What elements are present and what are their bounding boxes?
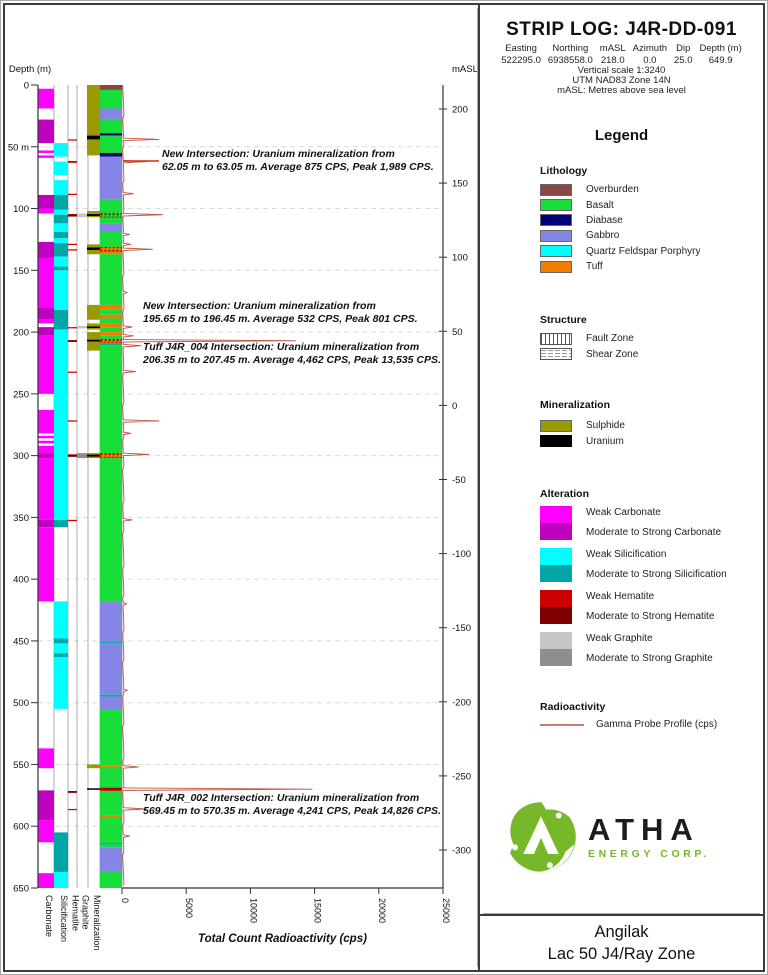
svg-text:10000: 10000: [248, 898, 259, 924]
svg-text:Mineralization: Mineralization: [92, 895, 102, 951]
svg-text:195.65 m to 196.45 m. Average: 195.65 m to 196.45 m. Average 532 CPS, Peak 801 CPS.: [143, 313, 418, 325]
scale-note-line: Vertical scale 1:3240: [577, 65, 666, 76]
collar-field-dip: Dip 25.0: [674, 43, 693, 66]
svg-text:206.35 m to 207.45 m. Average: 206.35 m to 207.45 m. Average 4,462 CPS, Peak 13,535 CPS.: [143, 354, 441, 366]
legend-item-diabase: [540, 213, 757, 228]
svg-text:Tuff J4R_002 Intersection: Ura: Tuff J4R_002 Intersection: Uranium mineralization from: [143, 792, 420, 804]
svg-text:Silicification: Silicification: [59, 895, 69, 943]
svg-text:0: 0: [120, 898, 130, 904]
svg-text:350: 350: [13, 512, 29, 524]
alteration-swatch: [540, 590, 572, 624]
svg-text:600: 600: [13, 821, 29, 833]
svg-text:-200: -200: [452, 697, 472, 709]
alteration-swatch: [540, 548, 572, 582]
svg-text:-50: -50: [452, 475, 466, 486]
legend-lithology-heading: Lithology: [540, 165, 588, 177]
svg-text:Tuff J4R_004 Intersection: Ura: Tuff J4R_004 Intersection: Uranium mineralization from: [143, 341, 420, 353]
legend-swatch: [540, 333, 572, 345]
svg-text:50: 50: [452, 326, 463, 338]
legend-radioactivity-heading: Radioactivity: [540, 701, 606, 713]
alteration-swatch: [540, 632, 572, 666]
legend-group-weak-carbonate: Weak Carbonate Moderate to Strong Carbonate: [540, 506, 757, 540]
alteration-swatch: [540, 506, 572, 540]
project-footer: [480, 914, 763, 970]
legend-item-shear-zone: [540, 346, 757, 361]
svg-text:50 m: 50 m: [7, 142, 29, 154]
legend-group-weak-hematite: Weak Hematite Moderate to Strong Hematite: [540, 590, 757, 624]
svg-text:20000: 20000: [376, 898, 387, 924]
svg-text:-150: -150: [452, 623, 472, 635]
legend-label: Diabase: [586, 214, 623, 226]
zone-name: Lac 50 J4/Ray Zone: [547, 944, 696, 963]
legend-label: Sulphide: [586, 420, 625, 432]
svg-text:25000: 25000: [441, 898, 451, 924]
svg-text:200: 200: [13, 327, 29, 339]
svg-text:5000: 5000: [184, 898, 195, 919]
svg-text:-300: -300: [452, 845, 472, 857]
legend-swatch: [540, 420, 572, 432]
svg-text:150: 150: [452, 178, 468, 190]
company-logo: [504, 800, 754, 874]
legend-mineralization-heading: Mineralization: [540, 399, 611, 411]
legend-swatch: [540, 184, 572, 196]
scale-note-line: UTM NAD83 Zone 14N: [572, 75, 671, 86]
svg-text:569.45 m to 570.35 m. Average: 569.45 m to 570.35 m. Average 4,241 CPS, Peak 14,826 CPS.: [143, 805, 441, 817]
collar-field-northing: Northing 6938558.0: [547, 43, 593, 66]
svg-text:New Intersection: Uranium mine: New Intersection: Uranium mineralization from: [143, 300, 376, 312]
legend-group-weak-graphite: Weak Graphite Moderate to Strong Graphite: [540, 632, 757, 666]
legend-label: Tuff: [586, 261, 603, 273]
svg-text:Total Count Radioactivity (cps: Total Count Radioactivity (cps): [198, 933, 367, 945]
project-name: Angilak: [594, 922, 649, 941]
svg-text:-100: -100: [452, 549, 472, 561]
legend-alteration-groups: [540, 506, 757, 674]
svg-text:200: 200: [452, 104, 468, 116]
svg-text:150: 150: [13, 265, 29, 277]
svg-text:15000: 15000: [312, 898, 323, 924]
scale-note-line: mASL: Metres above sea level: [557, 85, 686, 96]
collar-info-table: [480, 43, 763, 66]
legend-swatch: [540, 230, 572, 242]
svg-text:0: 0: [23, 80, 29, 92]
legend-item-gabbro: [540, 228, 757, 243]
legend-label: Fault Zone: [586, 333, 634, 345]
legend-swatch: [540, 348, 572, 360]
svg-text:mASL: mASL: [452, 64, 478, 75]
svg-text:500: 500: [13, 698, 29, 710]
legend-label: Uranium: [586, 435, 624, 447]
collar-field-masl: mASL 218.0: [599, 43, 626, 66]
legend-label: Quartz Feldspar Porphyry: [586, 245, 701, 257]
legend-structure-heading: Structure: [540, 314, 587, 326]
collar-field-easting: Easting 522295.0: [501, 43, 541, 66]
gamma-line-swatch: [540, 724, 584, 726]
legend-swatch: [540, 214, 572, 226]
logo-brand-text: ATHA: [588, 811, 700, 847]
legend-label: Gabbro: [586, 230, 620, 242]
svg-text:650: 650: [13, 883, 29, 895]
svg-text:62.05 m to 63.05 m. Average 87: 62.05 m to 63.05 m. Average 875 CPS, Peak 1,989 CPS.: [162, 161, 434, 173]
legend-swatch: [540, 245, 572, 257]
svg-text:450: 450: [13, 636, 29, 648]
legend-radioactivity-item: [540, 719, 757, 730]
svg-text:Graphite: Graphite: [80, 895, 91, 930]
svg-text:-250: -250: [452, 771, 472, 783]
collar-field-azimuth: Azimuth 0.0: [632, 43, 667, 66]
svg-text:Depth (m): Depth (m): [8, 64, 52, 75]
legend-label: Shear Zone: [586, 348, 639, 360]
legend-swatch: [540, 261, 572, 273]
info-panel: [478, 5, 763, 970]
legend-item-basalt: [540, 197, 757, 212]
atha-logo-icon: [504, 800, 578, 874]
svg-text:New Intersection: Uranium mine: New Intersection: Uranium mineralization from: [162, 148, 395, 160]
svg-text:Carbonate: Carbonate: [44, 895, 54, 938]
svg-text:100: 100: [452, 252, 468, 264]
legend-swatch: [540, 199, 572, 211]
svg-text:550: 550: [13, 759, 29, 771]
legend-label: Overburden: [586, 184, 639, 196]
legend-item-overburden: [540, 182, 757, 197]
legend-alteration-heading: Alteration: [540, 488, 590, 500]
svg-text:Hematite: Hematite: [70, 895, 81, 932]
legend-mineralization-items: [540, 418, 757, 449]
legend-item-sulphide: [540, 418, 757, 433]
legend-lithology-items: [540, 182, 757, 274]
svg-text:0: 0: [452, 400, 458, 412]
svg-text:300: 300: [13, 451, 29, 463]
page-title: STRIP LOG: J4R-DD-091: [506, 19, 737, 40]
legend-item-uranium: [540, 433, 757, 448]
legend-label: Basalt: [586, 199, 614, 211]
legend-item-fault-zone: [540, 331, 757, 346]
scale-notes: [480, 66, 763, 96]
logo-subtitle-text: ENERGY CORP.: [588, 847, 711, 860]
legend-title: Legend: [594, 127, 649, 144]
svg-text:100: 100: [13, 204, 29, 216]
svg-text:400: 400: [13, 574, 29, 586]
gamma-line-label: Gamma Probe Profile (cps): [596, 719, 718, 730]
legend-structure-items: [540, 331, 757, 362]
legend-item-tuff: [540, 259, 757, 274]
svg-text:250: 250: [13, 389, 29, 401]
collar-field-depthm: Depth (m) 649.9: [699, 43, 742, 66]
legend-swatch: [540, 435, 572, 447]
legend-group-weak-silicification: Weak Silicification Moderate to Strong Silicification: [540, 548, 757, 582]
legend-item-quartz-feldspar-porphyry: [540, 244, 757, 259]
